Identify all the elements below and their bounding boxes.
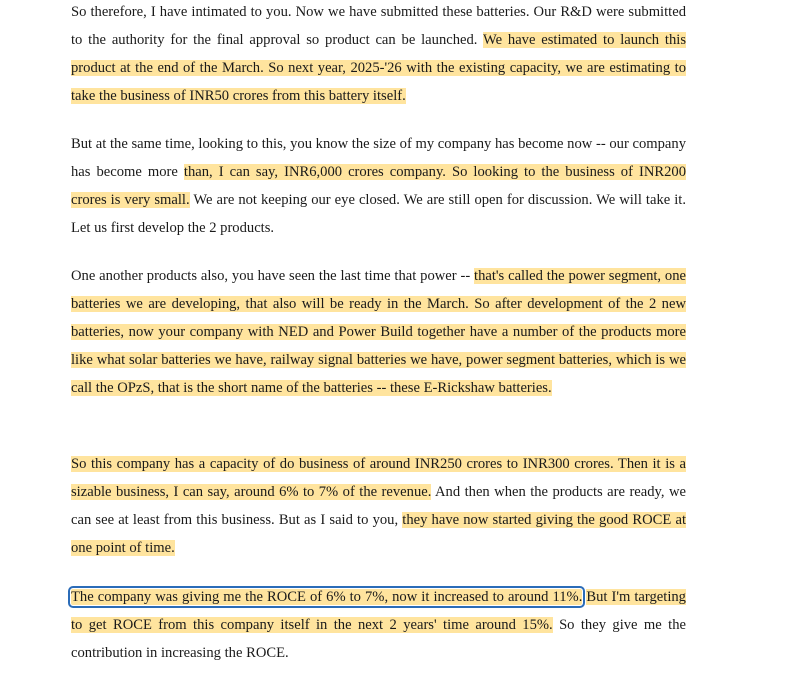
highlighted-text[interactable]: than, I can say, INR6,000 crores company. So looking to the business of INR200 crores is very small. <box>71 163 686 208</box>
text-segment: But at the same time, looking to this, you know the size of my company has become now -- our company has become more <box>71 136 686 180</box>
text-segment: So therefore, I have intimated to you. Now we have submitted these batteries. Our R&D were submitted to the authority for the final approval so product can be launched. <box>71 4 686 48</box>
paragraph-5 <box>71 584 686 668</box>
paragraph-2 <box>71 131 686 243</box>
highlighted-text[interactable]: We have estimated to launch this product at the end of the March. So next year, 2025-'26 with the existing capacity, we are estimating to take the business of INR50 crores from this battery itself. <box>71 31 686 104</box>
selected-highlight[interactable]: The company was giving me the ROCE of 6% to 7%, now it increased to around 11%. <box>71 589 583 605</box>
text-segment: We are not keeping our eye closed. We are still open for discussion. We will take it. Let us first develop the 2 products. <box>71 191 686 236</box>
paragraph-1 <box>71 0 686 111</box>
highlighted-text[interactable]: But I'm targeting to get ROCE from this company itself in the next 2 years' time around 15%. <box>71 589 686 633</box>
highlighted-text[interactable]: they have now started giving the good ROCE at one point of time. <box>71 511 686 556</box>
highlighted-text[interactable]: So this company has a capacity of do business of around INR250 crores to INR300 crores. Then it is a sizable business, I can say, around 6% to 7% of the revenue. <box>71 456 686 500</box>
paragraph-3 <box>71 263 686 403</box>
highlighted-text[interactable]: that's called the power segment, one batteries we are developing, that also will be ready in the March. So after development of the 2 new batteries, now your company with NED and Power Build together have a number of the products more like what solar batteries we have, railway signal batteries we have, power segment batteries, which is we call the OPzS, that is the short name of the batteries -- these E-Rickshaw batteries. <box>71 268 686 396</box>
paragraph-4 <box>71 451 686 563</box>
text-segment: And then when the products are ready, we can see at least from this business. But as I said to you, <box>71 483 687 528</box>
text-segment: So they give me the contribution in increasing the ROCE. <box>71 616 686 661</box>
text-segment: One another products also, you have seen the last time that power -- <box>71 268 475 284</box>
